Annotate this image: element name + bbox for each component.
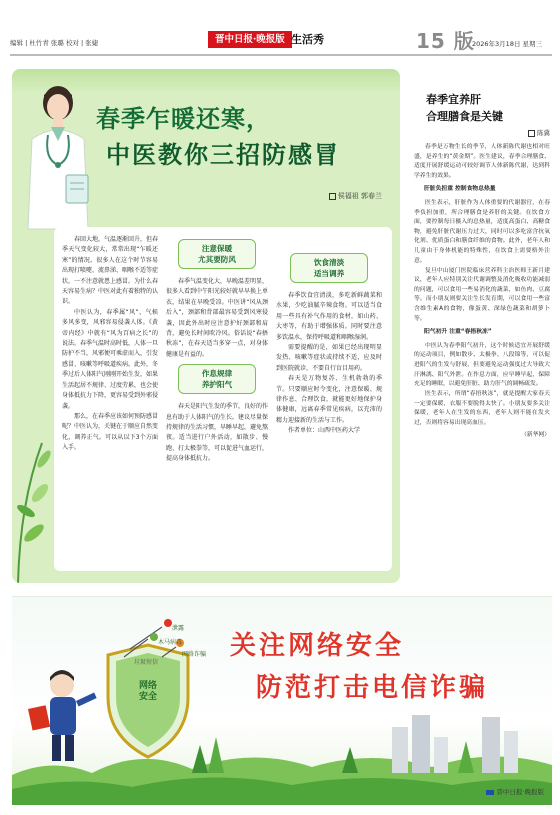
sidebar-subhead: 肝脏负担重 控制食物总热量 xyxy=(424,186,496,193)
leaf-decoration xyxy=(12,383,56,583)
paragraph: 春天是万物复苏、生机勃勃的季节。只要顺应时令变化，注意保暖、规律作息、合理饮食，就能更好地保护身体健康，远离春季常见疾病，以充沛的精力迎接新的生活与工作。 xyxy=(276,375,382,424)
subhead-light-diet: 饮食清淡 适当调养 xyxy=(290,253,368,283)
article-column-3 xyxy=(276,235,382,437)
banner-credit: 晋中日报·晚报版 xyxy=(486,787,544,796)
paragraph: 春天是阳气生发的季节，良好的作息有助于人体阳气的生长。建议尽量保持规律的生活习惯，早睡早起，避免熬夜。适当进行户外活动，如散步、慢跑、打太极拳等，可以促进气血运行，提高身体抵抗力。 xyxy=(166,403,269,463)
sidebar-byline: 陈冀 xyxy=(528,128,550,137)
paragraph: 医生表示，所谓“春捂秋冻”，就是提醒大家春天一定要保暖，衣服不要脱得太快了。小朋友要多关注保暖，老年人在生发的东西，老年人则不能在发火过，否则将容易出现高血压。 xyxy=(414,391,550,427)
paragraph: 作者单位：山西中医药大学 xyxy=(288,427,361,435)
paragraph: 春季气温变化大，早晚温差明显，很多人看到中午阳光较好就早早换上单衣，结果在早晚受凉。中医讲“风从颈后入”，颈部和背部最容易受到风寒侵袭，因此外出时应注意护好颈部和肩背，避免长时间吹冷风。俗话说“春捂秋冻”，在春天适当多穿一点，对身体健康是有益的。 xyxy=(166,278,269,358)
paragraph: 春回大地，气温逐渐回升，但春季天气变化较大，常常出现“乍暖还寒”的情况。很多人在这个时节容易出现打喷嚏、流鼻涕、咽喉不适等症状，一不注意就患上感冒。为什么春天容易生病？中医对此有着独特的认识。 xyxy=(62,236,159,306)
newspaper-brand: 晋中日报·晚报版 xyxy=(208,31,292,48)
paragraph: 复旦中山厦门医院临床营养科主治医师王新月建议，老年人应特别关注代谢调整及消化吸收功能减弱的问题，可以食用一些易消化的蔬菜，如鱼肉、豆腐等。而小朋友则要关注生长发育期，可以食用一些富含维生素A的食物，像蛋黄、深绿色蔬菜和胡萝卜等。 xyxy=(414,267,550,322)
public-service-banner xyxy=(12,596,552,805)
headline-block xyxy=(94,99,390,219)
article-column-1 xyxy=(62,235,158,454)
tag-trojan: 木马病毒 xyxy=(158,639,183,646)
tag-spam: 垃圾短信 xyxy=(134,659,159,666)
subhead-keep-warm: 注意保暖 尤其要防风 xyxy=(178,239,256,269)
editors-line: 编辑 | 杜竹青 张璐 校对 | 张婕 xyxy=(10,39,99,47)
headline-line-1: 春季乍暖还寒， xyxy=(96,104,271,133)
issue-date: 2026年3月18日 星期三 xyxy=(472,40,543,48)
article-body xyxy=(54,227,392,571)
headline-line-2: 中医教你三招防感冒 xyxy=(106,140,340,169)
paragraph: 春季饮食宜清淡，多吃新鲜蔬菜和水果，少吃油腻辛辣食物。可以适当食用一些具有补气作用的食材，如山药、大枣等，有助于增强体质。同时要注意多饮温水，保持呼吸道和咽喉湿润。 xyxy=(276,292,382,341)
sidebar-headline-1: 春季宜养肝 xyxy=(426,93,481,106)
paragraph: 中医认为春季阳气初升，这个时候适宜开展舒缓的运动项目，例如散步、太极拳、八段锦等，可以促进阳气的生发与舒展，但要避免运动强度过大导致大汗淋漓、阳气外泄。在作息方面，应早睡早起，保障充足的睡眠，以避免肝脏、助力肝气的调畅疏发。 xyxy=(414,342,550,388)
paragraph: 医生表示，肝脏作为人体重要的代谢器官，在春季负担加重，所合理膳食是养肝的关键。在饮食方面，要控制每日摄入的总热量，适度高蛋白、高糖食物，避免肝脏代谢压力过大，同时可以多吃富含抗氧化剂、优质蛋白和膳食纤维的食物。此外，老年人和儿童由于身体机能的特殊性，在饮食上需要格外注意。 xyxy=(414,199,550,264)
paragraph: 需要提醒的是，如果已经出现明显发热、咳嗽等症状或持续不适，应及时到医院就诊，不要自行盲目用药。 xyxy=(276,344,382,372)
sidebar-headline-2: 合理膳食是关键 xyxy=(426,110,503,123)
sidebar-source: （新华网） xyxy=(521,431,550,438)
paragraph: 春季是万物生长的季节，人体新陈代谢也相对旺盛，是养生的“黄金期”。医生建议，春季合理膳食、适度开展舒缓运动可较好调节人体新陈代谢，达到科学养生的效果。 xyxy=(414,144,550,179)
banner-title-1: 关注网络安全 xyxy=(230,631,405,661)
main-article-panel xyxy=(12,69,400,583)
tag-leak: 泄露 xyxy=(172,625,185,632)
sidebar-subhead: 阳气初升 注重“春捂秋冻” xyxy=(424,329,492,336)
shield-text: 网络安全 xyxy=(138,681,157,702)
article-byline: 侯福祖 郭春兰 xyxy=(329,191,382,201)
article-column-2 xyxy=(166,235,268,465)
section-name: 生活秀 xyxy=(291,33,324,46)
doctor-illustration xyxy=(18,79,98,239)
banner-title-2: 防范打击电信诈骗 xyxy=(256,673,489,703)
subhead-regular-routine: 作息规律 养护阳气 xyxy=(178,364,256,394)
paragraph: 中医认为，春季属“风”，气候多风多变，风邪容易侵袭人体。《黄帝内经》中就有“风为百病之长”的说法。春季气温时高时低，人体一旦防护不当，风邪便可乘虚而入，引发感冒、咳嗽等呼吸道疾病。此外，冬季过后人体阳气刚刚开始生发，如果生活起居不规律、过度劳累，也会使身体抵抗力下降，更容易受到外邪侵袭。 xyxy=(62,308,159,410)
tag-fraud: 网络诈骗 xyxy=(182,651,207,658)
page-number: 15 版 xyxy=(416,29,475,53)
masthead xyxy=(0,0,560,62)
header-rule xyxy=(10,54,552,56)
sidebar-article xyxy=(412,69,552,583)
paragraph: 那么，在春季应该如何预防感冒呢？中医认为，关键在于顺应自然变化，调养正气。可以从以下3个方面入手。 xyxy=(62,412,159,452)
sidebar-body xyxy=(414,143,550,441)
